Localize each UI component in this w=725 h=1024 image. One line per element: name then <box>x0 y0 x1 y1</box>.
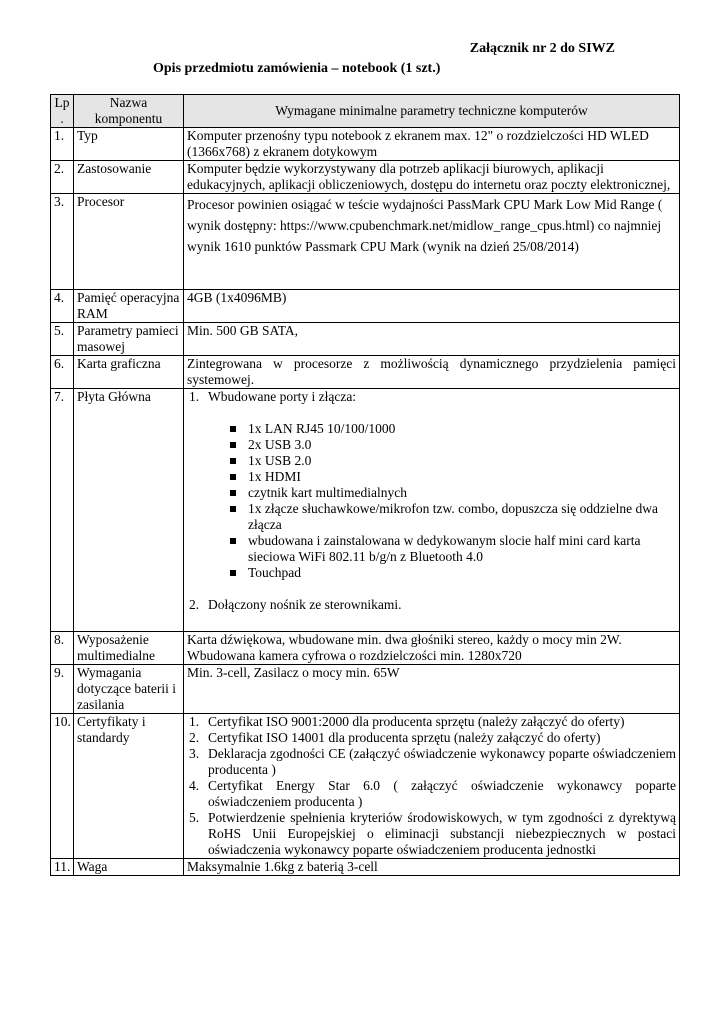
table-row <box>51 194 680 290</box>
certificates-list <box>187 714 676 858</box>
motherboard-list <box>187 389 676 405</box>
component-spec: 4GB (1x4096MB) <box>184 290 680 323</box>
bullet-icon <box>230 506 236 512</box>
table-row <box>51 632 680 665</box>
table-header-row <box>51 95 680 128</box>
bullet-icon <box>230 458 236 464</box>
component-spec <box>184 389 680 632</box>
component-spec: Komputer przenośny typu notebook z ekranem max. 12" o rozdzielczości HD WLED (1366x768) z ekranem dotykowym <box>184 128 680 161</box>
component-name: Zastosowanie <box>74 161 184 194</box>
component-name: Wymagania dotyczące baterii i zasilania <box>74 665 184 714</box>
table-row <box>51 859 680 876</box>
row-number: 5. <box>51 323 74 356</box>
table-row <box>51 290 680 323</box>
row-number: 7. <box>51 389 74 632</box>
list-item: wbudowana i zainstalowana w dedykowanym slocie half mini card karta sieciowa WiFi 802.11 b/g/n z Bluetooth 4.0 <box>187 533 676 565</box>
component-name: Certyfikaty i standardy <box>74 714 184 859</box>
row-number: 8. <box>51 632 74 665</box>
bullet-icon <box>230 426 236 432</box>
row-number: 4. <box>51 290 74 323</box>
component-name: Wyposażenie multimedialne <box>74 632 184 665</box>
table-row <box>51 323 680 356</box>
list-item: 2x USB 3.0 <box>187 437 676 453</box>
table-row <box>51 389 680 632</box>
list-item: czytnik kart multimedialnych <box>187 485 676 501</box>
header-parameters: Wymagane minimalne parametry techniczne komputerów <box>184 95 680 128</box>
motherboard-list <box>187 597 676 613</box>
table-row <box>51 665 680 714</box>
component-spec <box>184 714 680 859</box>
spec-table <box>50 94 680 876</box>
list-item: 2. Certyfikat ISO 14001 dla producenta sprzętu (należy załączyć do oferty) <box>189 730 601 745</box>
bullet-icon <box>230 442 236 448</box>
table-row <box>51 356 680 389</box>
bullet-icon <box>230 490 236 496</box>
component-spec: Maksymalnie 1.6kg z baterią 3-cell <box>184 859 680 876</box>
component-name: Waga <box>74 859 184 876</box>
component-name: Procesor <box>74 194 184 290</box>
component-name: Pamięć operacyjna RAM <box>74 290 184 323</box>
list-item: 3. Deklaracja zgodności CE (załączyć oświadczenie wykonawcy poparte oświadczeniem producenta ) <box>189 746 676 777</box>
component-name: Płyta Główna <box>74 389 184 632</box>
ports-list <box>187 421 676 581</box>
list-item: 1x USB 2.0 <box>187 453 676 469</box>
list-item: 1x złącze słuchawkowe/mikrofon tzw. combo, dopuszcza się oddzielne dwa złącza <box>187 501 676 533</box>
list-item: 1. Certyfikat ISO 9001:2000 dla producenta sprzętu (należy załączyć do oferty) <box>189 714 625 729</box>
document-subtitle: Opis przedmiotu zamówienia – notebook (1 szt.) <box>153 61 441 76</box>
list-item: Touchpad <box>187 565 676 581</box>
row-number: 2. <box>51 161 74 194</box>
component-spec: Zintegrowana w procesorze z możliwością dynamicznego przydzielenia pamięci systemowej. <box>184 356 680 389</box>
row-number: 9. <box>51 665 74 714</box>
row-number: 11. <box>51 859 74 876</box>
component-spec: Min. 3-cell, Zasilacz o mocy min. 65W <box>184 665 680 714</box>
component-name: Karta graficzna <box>74 356 184 389</box>
bullet-icon <box>230 570 236 576</box>
component-spec: Komputer będzie wykorzystywany dla potrzeb aplikacji biurowych, aplikacji edukacyjnych, aplikacji obliczeniowych, dostępu do internetu oraz poczty elektronicznej, <box>184 161 680 194</box>
component-spec: Procesor powinien osiągać w teście wydajności PassMark CPU Mark Low Mid Range ( wynik dostępny: https://www.cpubenchmark.net/midlow_range_cpus.html) co najmniej wynik 1610 punktów Passmark CPU Mark (wynik na dzień 25/08/2014) <box>184 194 680 290</box>
table-row <box>51 714 680 859</box>
bullet-icon <box>230 538 236 544</box>
list-item: 2. Dołączony nośnik ze sterownikami. <box>189 597 402 612</box>
component-spec: Karta dźwiękowa, wbudowane min. dwa głośniki stereo, każdy o mocy min 2W. Wbudowana kamera cyfrowa o rozdzielczości min. 1280x720 <box>184 632 680 665</box>
list-item: 5. Potwierdzenie spełnienia kryteriów środowiskowych, w tym zgodności z dyrektywą RoHS Unii Europejskiej o eliminacji substancji niebezpiecznych w postaci oświadczenia wykonawcy poparte oświadczeniem producenta jednostki <box>189 810 676 857</box>
header-lp: Lp . <box>51 95 74 128</box>
component-name: Typ <box>74 128 184 161</box>
bullet-icon <box>230 474 236 480</box>
list-item: 4. Certyfikat Energy Star 6.0 ( załączyć oświadczenie wykonawcy poparte oświadczeniem producenta ) <box>189 778 676 809</box>
header-component: Nazwa komponentu <box>74 95 184 128</box>
row-number: 6. <box>51 356 74 389</box>
table-row <box>51 161 680 194</box>
component-spec: Min. 500 GB SATA, <box>184 323 680 356</box>
list-item: 1x HDMI <box>187 469 676 485</box>
list-item: 1x LAN RJ45 10/100/1000 <box>187 421 676 437</box>
list-item: 1. Wbudowane porty i złącza: <box>189 389 357 404</box>
row-number: 3. <box>51 194 74 290</box>
table-row <box>51 128 680 161</box>
row-number: 10. <box>51 714 74 859</box>
annex-label: Załącznik nr 2 do SIWZ <box>469 41 615 56</box>
row-number: 1. <box>51 128 74 161</box>
component-name: Parametry pamieci masowej <box>74 323 184 356</box>
